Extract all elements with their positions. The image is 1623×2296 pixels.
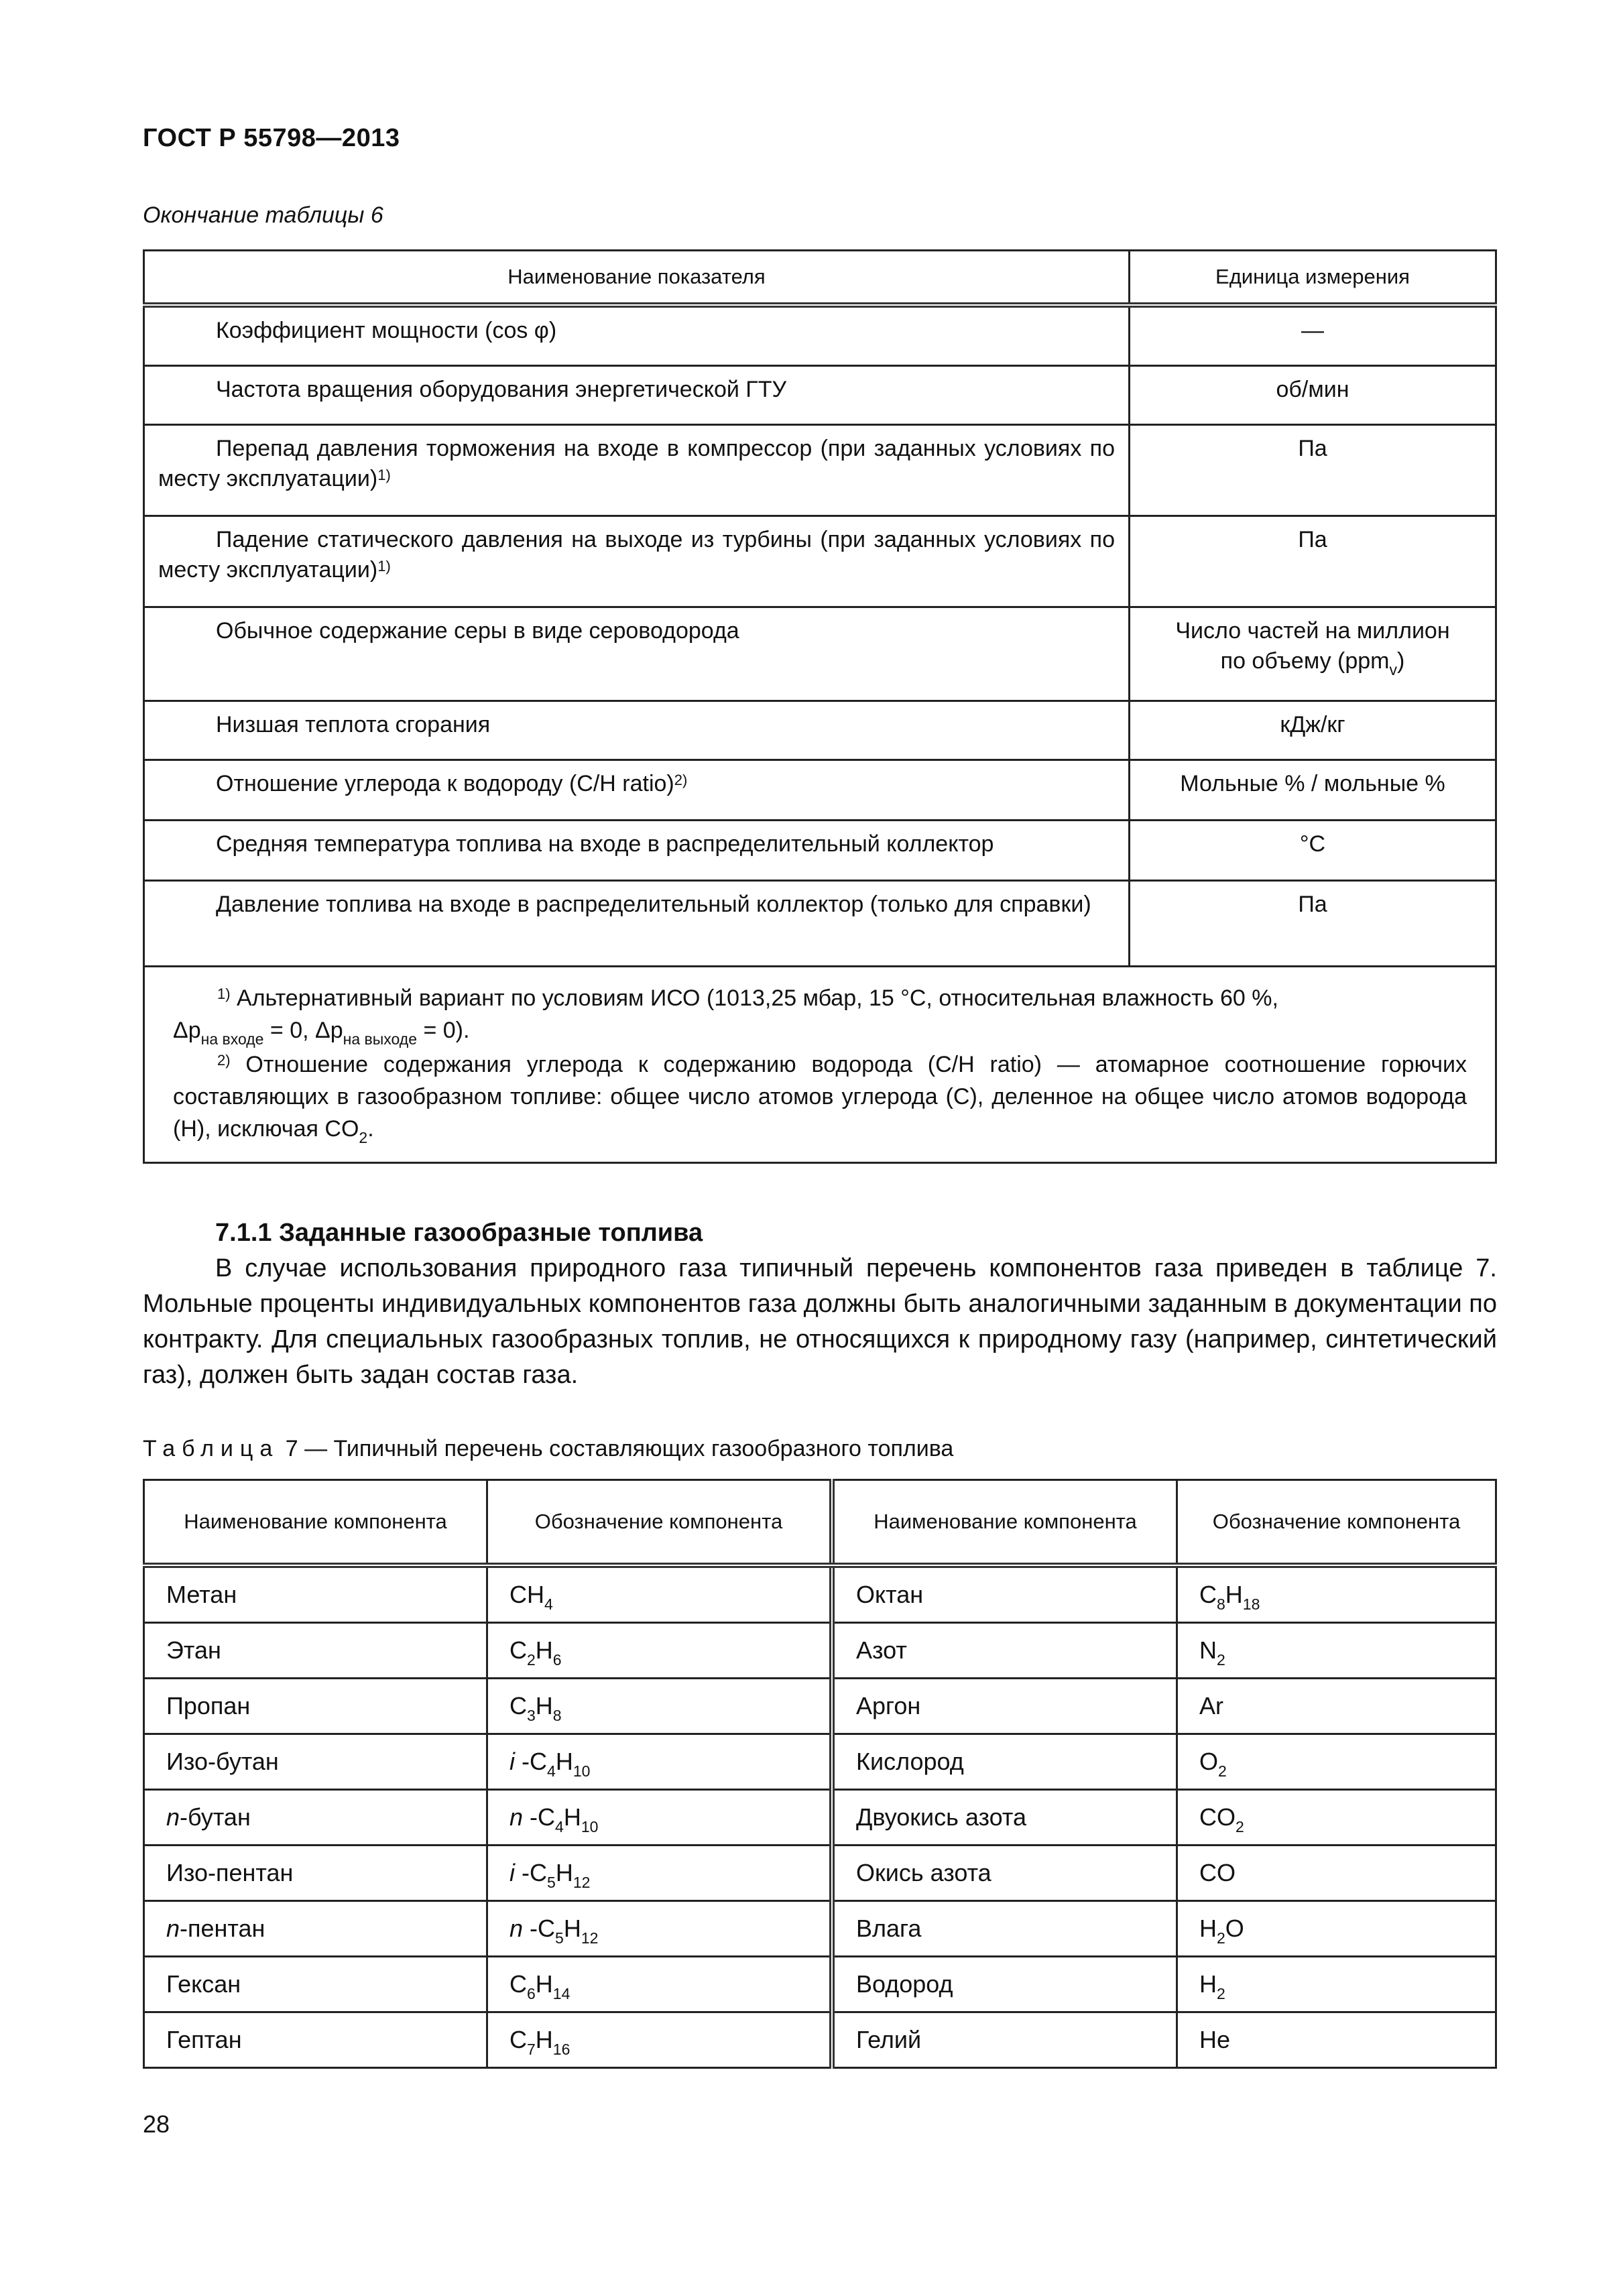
table-row (144, 1957, 1496, 2012)
indicator-unit: об/мин (1130, 365, 1496, 424)
table-row (144, 1679, 1496, 1734)
table-row (144, 1734, 1496, 1790)
component-formula: $CO_2$ (1177, 1790, 1496, 1846)
indicator-name: Обычное содержание серы в виде сероводорода (144, 607, 1130, 701)
component-name: Изо-пентан (144, 1846, 487, 1901)
indicator-unit: Па (1130, 880, 1496, 966)
component-name: Кислород (832, 1734, 1177, 1790)
component-name: n-пентан (144, 1901, 487, 1957)
indicator-unit: Па (1130, 516, 1496, 607)
component-formula: i $-C_5H_{12}$ (487, 1846, 833, 1901)
component-name: Метан (144, 1565, 487, 1623)
component-formula: $C_7H_{16}$ (487, 2012, 833, 2068)
table-7-body (144, 1565, 1496, 2068)
component-formula: CO (1177, 1846, 1496, 1901)
indicator-unit: °C (1130, 820, 1496, 880)
component-formula: $C_3H_8$ (487, 1679, 833, 1734)
section-title: 7.1.1 Заданные газообразные топлива (215, 1219, 703, 1247)
column-header: Обозначение компонента (1177, 1480, 1496, 1566)
indicator-name: Низшая теплота сгорания (144, 701, 1130, 760)
table-header-row (144, 1480, 1496, 1566)
indicator-name: Средняя температура топлива на входе в распределительный коллектор (144, 820, 1130, 880)
footnote-1: $^{1)}$ Альтернативный вариант по условиям ИСО (1013,25 мбар, 15 °C, относительная влажность 60 %, $\Delta p_{на входе} = 0$, $\Delta p_{на выходе} = 0$). (173, 985, 1278, 1048)
component-name: Водород (832, 1957, 1177, 2012)
table-row (144, 1623, 1496, 1679)
indicator-unit: Число частей на миллион по объему (ppm$_v$) (1130, 607, 1496, 701)
component-formula: $H_2O$ (1177, 1901, 1496, 1957)
component-formula: $C_6H_{14}$ (487, 1957, 833, 2012)
component-name: n-бутан (144, 1790, 487, 1846)
table-row (144, 880, 1496, 966)
column-header: Наименование показателя (144, 251, 1130, 306)
table7-caption: Таблица 7 — Типичный перечень составляющих газообразного топлива (143, 1436, 954, 1461)
component-name: Двуокись азота (832, 1790, 1177, 1846)
table-row (144, 1790, 1496, 1846)
component-name: Изо-бутан (144, 1734, 487, 1790)
table-row (144, 760, 1496, 820)
table-row (144, 2012, 1496, 2068)
component-name: Пропан (144, 1679, 487, 1734)
component-name: Азот (832, 1623, 1177, 1679)
indicator-name: Частота вращения оборудования энергетической ГТУ (144, 365, 1130, 424)
table-notes (144, 966, 1496, 1162)
table-row (144, 365, 1496, 424)
component-formula: Ar (1177, 1679, 1496, 1734)
column-header: Обозначение компонента (487, 1480, 833, 1566)
indicator-name: Давление топлива на входе в распределительный коллектор (только для справки) (144, 880, 1130, 966)
column-header: Наименование компонента (832, 1480, 1177, 1566)
document-header: ГОСТ Р 55798—2013 (143, 124, 400, 152)
component-formula: n $-C_5H_{12}$ (487, 1901, 833, 1957)
component-name: Аргон (832, 1679, 1177, 1734)
indicator-name: Коэффициент мощности (cos φ) (144, 305, 1130, 365)
component-formula: $C_8H_{18}$ (1177, 1565, 1496, 1623)
table-row (144, 820, 1496, 880)
component-formula: $C_2H_6$ (487, 1623, 833, 1679)
indicator-name: Отношение углерода к водороду (C/H ratio)$^{2)}$ (144, 760, 1130, 820)
table-row (144, 1846, 1496, 1901)
component-formula: i $-C_4H_{10}$ (487, 1734, 833, 1790)
table-header-row (144, 251, 1496, 306)
component-name: Гелий (832, 2012, 1177, 2068)
component-formula: $O_2$ (1177, 1734, 1496, 1790)
indicator-unit: — (1130, 305, 1496, 365)
table-row (144, 1565, 1496, 1623)
component-name: Окись азота (832, 1846, 1177, 1901)
indicator-name: Перепад давления торможения на входе в компрессор (при заданных условиях по месту эксплуатации)$^{1)}$ (144, 424, 1130, 516)
component-name: Гептан (144, 2012, 487, 2068)
component-formula: $N_2$ (1177, 1623, 1496, 1679)
component-name: Гексан (144, 1957, 487, 2012)
component-formula: n $-C_4H_{10}$ (487, 1790, 833, 1846)
component-formula: $H_2$ (1177, 1957, 1496, 2012)
table-row (144, 516, 1496, 607)
table6-caption: Окончание таблицы 6 (143, 202, 383, 228)
column-header: Наименование компонента (144, 1480, 487, 1566)
indicator-unit: кДж/кг (1130, 701, 1496, 760)
table-row (144, 305, 1496, 365)
table-row (144, 607, 1496, 701)
component-formula: $CH_4$ (487, 1565, 833, 1623)
indicator-unit: Мольные % / мольные % (1130, 760, 1496, 820)
section-paragraph: В случае использования природного газа типичный перечень компонентов газа приведен в таблице 7. Мольные проценты индивидуальных компонентов газа должны быть аналогичными заданным в документации по контракту. Для специальных газообразных топлив, не относящихся к природному газу (например, синтетический газ), должен быть задан состав газа. (143, 1254, 1497, 1389)
footnote-2: $^{2)}$ Отношение содержания углерода к содержанию водорода (C/H ratio) — атомарное соотношение горючих составляющих в газообразном топливе: общее число атомов углерода (C), деленное на общее число атомов водорода (H), исключая $CO_2$. (173, 1051, 1467, 1146)
table-6 (143, 249, 1497, 1164)
table-row (144, 701, 1496, 760)
table-notes-row (144, 966, 1496, 1162)
table-7 (143, 1479, 1497, 2069)
table-row (144, 1901, 1496, 1957)
indicator-name: Падение статического давления на выходе из турбины (при заданных условиях по месту эксплуатации)$^{1)}$ (144, 516, 1130, 607)
indicator-unit: Па (1130, 424, 1496, 516)
page-number: 28 (143, 2110, 170, 2138)
component-name: Влага (832, 1901, 1177, 1957)
component-name: Этан (144, 1623, 487, 1679)
column-header: Единица измерения (1130, 251, 1496, 306)
table-row (144, 424, 1496, 516)
component-formula: He (1177, 2012, 1496, 2068)
component-name: Октан (832, 1565, 1177, 1623)
